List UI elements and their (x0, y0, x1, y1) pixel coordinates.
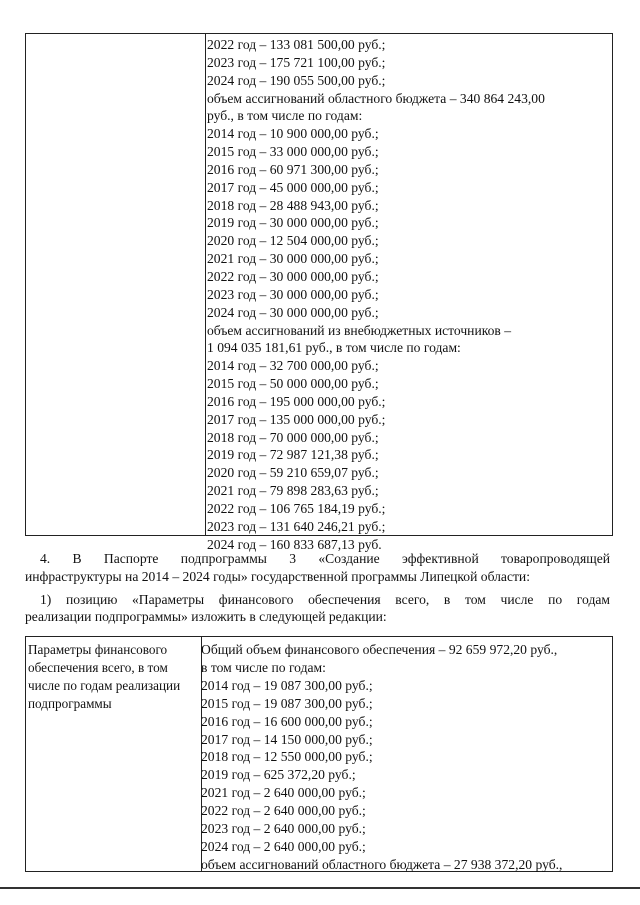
paragraph-subitem-1-continued: реализации подпрограммы» изложить в следующей редакции: (25, 609, 387, 624)
table-label-cell (26, 637, 202, 871)
financing-table-continued (25, 33, 613, 552)
text-line: 1 094 035 181,61 руб., в том числе по годам: (207, 340, 461, 356)
text-line: руб., в том числе по годам: (207, 108, 363, 124)
text-line: 2014 год – 19 087 300,00 руб.; (201, 677, 373, 693)
text-line: Общий объем финансового обеспечения – 92 659 972,20 руб., (201, 642, 558, 657)
text-line: 2015 год – 33 000 000,00 руб.; (207, 144, 379, 160)
table-label-cell-empty (26, 34, 206, 535)
text-line: 2018 год – 28 488 943,00 руб.; (207, 197, 379, 213)
text-line: 2018 год – 12 550 000,00 руб.; (201, 749, 373, 765)
text-line: 2021 год – 79 898 283,63 руб.; (207, 483, 379, 499)
text-line: 2023 год – 2 640 000,00 руб.; (201, 821, 366, 837)
text-line: Параметры финансового (28, 642, 168, 657)
text-line: 2018 год – 70 000 000,00 руб.; (207, 429, 379, 445)
text-line: 2020 год – 59 210 659,07 руб.; (207, 465, 379, 481)
text-line: в том числе по годам: (201, 659, 326, 675)
text-line: 2024 год – 2 640 000,00 руб.; (201, 838, 366, 854)
table-value-cell (201, 637, 612, 871)
table-value-cell (207, 34, 612, 552)
text-line: 2017 год – 135 000 000,00 руб.; (207, 411, 386, 427)
financing-parameters-table (25, 636, 613, 872)
text-line: 2021 год – 30 000 000,00 руб.; (207, 251, 379, 267)
text-line: 2019 год – 30 000 000,00 руб.; (207, 215, 379, 231)
text-line: 2024 год – 160 833 687,13 руб. (207, 536, 382, 552)
text-line: объем ассигнований из внебюджетных источников – (207, 322, 512, 338)
text-line: 2023 год – 131 640 246,21 руб.; (207, 518, 386, 534)
page-bottom-rule (0, 887, 640, 889)
text-line: 2023 год – 175 721 100,00 руб.; (207, 54, 386, 70)
text-line: 2021 год – 2 640 000,00 руб.; (201, 785, 366, 801)
text-line: обеспечения всего, в том (28, 659, 168, 675)
text-line: 2015 год – 50 000 000,00 руб.; (207, 376, 379, 392)
text-line: 2022 год – 106 765 184,19 руб.; (207, 500, 386, 516)
text-line: 2024 год – 30 000 000,00 руб.; (207, 304, 379, 320)
text-line: 2022 год – 133 081 500,00 руб.; (207, 37, 386, 52)
text-line: объем ассигнований областного бюджета – 340 864 243,00 (207, 90, 545, 106)
paragraph-item-4-continued: инфраструктуры на 2014 – 2024 годы» государственной программы Липецкой области: (25, 569, 530, 584)
text-line: 2016 год – 16 600 000,00 руб.; (201, 713, 373, 729)
text-line: подпрограммы (28, 695, 112, 711)
paragraph-subitem-1: 1) позицию «Параметры финансового обеспечения всего, в том числе по годам (40, 592, 610, 607)
text-line: 2014 год – 32 700 000,00 руб.; (207, 358, 379, 374)
text-line: 2014 год – 10 900 000,00 руб.; (207, 126, 379, 142)
text-line: 2016 год – 195 000 000,00 руб.; (207, 393, 386, 409)
paragraph-item-4: 4. В Паспорте подпрограммы 3 «Создание эффективной товаропроводящей (40, 551, 610, 566)
text-line: 2022 год – 30 000 000,00 руб.; (207, 268, 379, 284)
text-line: 2016 год – 60 971 300,00 руб.; (207, 161, 379, 177)
text-line: 2017 год – 45 000 000,00 руб.; (207, 179, 379, 195)
text-line: 2024 год – 190 055 500,00 руб.; (207, 72, 386, 88)
text-line: 2019 год – 625 372,20 руб.; (201, 767, 356, 783)
text-line: 2022 год – 2 640 000,00 руб.; (201, 803, 366, 819)
text-line: 2017 год – 14 150 000,00 руб.; (201, 731, 373, 747)
text-line: 2019 год – 72 987 121,38 руб.; (207, 447, 379, 463)
text-line: 2015 год – 19 087 300,00 руб.; (201, 695, 373, 711)
text-line: числе по годам реализации (28, 677, 181, 693)
text-line: 2020 год – 12 504 000,00 руб.; (207, 233, 379, 249)
text-line: объем ассигнований областного бюджета – 27 938 372,20 руб., (201, 856, 563, 872)
text-line: 2023 год – 30 000 000,00 руб.; (207, 286, 379, 302)
